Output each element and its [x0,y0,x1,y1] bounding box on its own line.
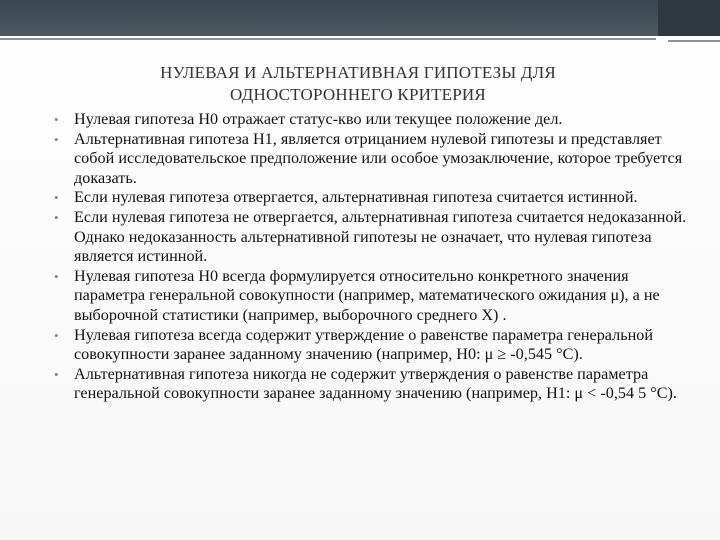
bullet-text: Альтернативная гипотеза никогда не содержит утверждения о равенстве параметра генеральной совокупности заранее заданному значению (например, Н1: μ < -0,54 5 °С). [74,364,677,403]
bullet-icon: • [54,209,59,225]
bullet-icon: • [54,366,59,382]
bullet-text: Если нулевая гипотеза отвергается, альтернативная гипотеза считается истинной. [74,188,638,207]
bullet-text: Нулевая гипотеза Н0 отражает статус-кво или текущее положение дел. [74,110,563,128]
bullet-item [52,326,692,365]
bullet-icon: • [54,190,59,206]
bullet-item [52,208,692,267]
bullet-icon: • [54,112,59,127]
bullet-text: Если нулевая гипотеза не отвергается, альтернативная гипотеза считается недоказанной. Однако недоказанность альтернативной гипотезы не означает, что нулевая гипотеза является истинной. [74,207,687,266]
bullet-item [52,188,692,208]
bullet-item [52,365,692,404]
header-divider [0,38,656,40]
bullet-text: Нулевая гипотеза всегда содержит утверждение о равенстве параметра генеральной совокупности заранее заданному значению (например, Н0: μ ≥ -0,545 °С). [74,325,654,364]
bullet-icon: • [54,131,59,147]
bullet-icon: • [54,327,59,343]
slide-title-line-1: НУЛЕВАЯ И АЛЬТЕРНАТИВНАЯ ГИПОТЕЗЫ ДЛЯ [160,63,556,82]
header-divider-right [668,40,720,42]
bullet-icon: • [54,268,59,284]
bullet-item [52,267,692,326]
slide-title [88,62,628,106]
bullet-text: Нулевая гипотеза Н0 всегда формулируется относительно конкретного значения параметра генеральной совокупности (например, математического ожидания μ), а не выборочной статистики (например, выборочного среднего Х) . [74,266,660,324]
bullet-item [52,130,692,189]
header-bar [0,0,720,36]
header-bar-accent [658,0,720,36]
bullet-text: Альтернативная гипотеза Н1, является отрицанием нулевой гипотезы и представляет собой исследовательское предположение или особое умозаключение, которое требуется доказать. [74,129,683,187]
bullet-list [52,110,692,404]
slide-title-line-2: ОДНОСТОРОННЕГО КРИТЕРИЯ [230,85,486,104]
bullet-item [52,110,692,130]
